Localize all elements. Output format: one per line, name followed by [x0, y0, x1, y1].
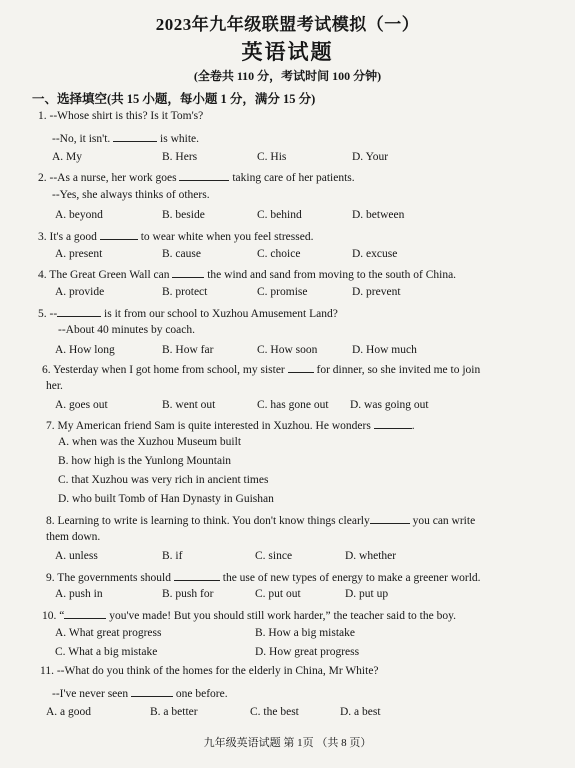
question-1-answer: --No, it isn't. is white.: [52, 130, 199, 145]
exam-note: (全卷共 110 分，考试时间 100 分钟): [193, 69, 382, 83]
option-a: A. goes out: [55, 399, 108, 411]
subject-title: 英语试题: [241, 40, 334, 64]
option-d: D. How great progress: [255, 646, 360, 658]
answer-blank: [131, 685, 173, 697]
option-a: A. What great progress: [55, 627, 162, 639]
option-d: D. was going out: [350, 399, 429, 411]
option-c: C. How soon: [257, 344, 318, 356]
option-d: D. put up: [345, 588, 389, 600]
option-a: A. provide: [55, 286, 105, 298]
option-c: C. has gone out: [257, 399, 329, 411]
answer-blank: [64, 607, 106, 619]
option-b: B. push for: [162, 588, 214, 600]
question-11-reply: --I've never seen one before.: [52, 685, 228, 700]
answer-blank: [172, 266, 204, 278]
answer-blank: [374, 417, 412, 429]
option-b: B. How a big mistake: [255, 627, 355, 639]
question-9: 9. The governments should the use of new types of energy to make a greener world.: [46, 569, 481, 584]
option-b: B. protect: [162, 286, 208, 298]
question-2: 2. --As a nurse, her work goes taking care of her patients.: [38, 169, 355, 184]
option-d: D. a best: [340, 706, 381, 718]
option-c: C. choice: [257, 248, 301, 260]
exam-title: 2023年九年级联盟考试模拟（一）: [155, 15, 420, 34]
option-a: A. unless: [55, 550, 98, 562]
option-c: C. promise: [257, 286, 308, 298]
question-5: 5. -- is it from our school to Xuzhou Amusement Land?: [38, 305, 338, 320]
answer-blank: [288, 361, 314, 373]
question-5-reply: --About 40 minutes by coach.: [58, 324, 196, 336]
question-3: 3. It's a good to wear white when you feel stressed.: [38, 228, 313, 243]
page-footer: 九年级英语试题 第 1页 （共 8 页）: [203, 737, 372, 749]
option-c: C. put out: [255, 588, 301, 600]
option-a: A. My: [52, 151, 83, 163]
option-c: C. What a big mistake: [55, 646, 158, 658]
question-11: 11. --What do you think of the homes for the elderly in China, Mr White?: [40, 665, 379, 677]
section-title: 一、选择填空(共 15 小题，每小题 1 分，满分 15 分): [32, 92, 316, 106]
option-a: A. a good: [46, 706, 92, 718]
question-8-cont: them down.: [46, 531, 101, 543]
option-d: D. who built Tomb of Han Dynasty in Guishan: [58, 493, 274, 505]
option-c: C. that Xuzhou was very rich in ancient times: [58, 474, 269, 486]
question-1: 1. --Whose shirt is this? Is it Tom's?: [38, 110, 204, 122]
option-d: D. How much: [352, 344, 417, 356]
option-c: C. behind: [257, 209, 302, 221]
question-2-reply: --Yes, she always thinks of others.: [52, 189, 210, 201]
answer-blank: [179, 169, 229, 181]
option-b: B. a better: [150, 706, 198, 718]
option-a: A. present: [55, 248, 103, 260]
option-d: D. whether: [345, 550, 397, 562]
option-d: D. Your: [352, 151, 389, 163]
answer-blank: [100, 228, 138, 240]
option-b: B. cause: [162, 248, 201, 260]
answer-blank: [113, 130, 157, 142]
option-b: B. if: [162, 550, 183, 562]
question-8: 8. Learning to write is learning to think. You don't know things clearly you can write: [46, 512, 475, 527]
option-a: A. push in: [55, 588, 103, 600]
option-b: B. beside: [162, 209, 205, 221]
question-6-cont: her.: [46, 380, 63, 392]
option-c: C. since: [255, 550, 293, 562]
option-d: D. between: [352, 209, 405, 221]
question-6: 6. Yesterday when I got home from school, my sister for dinner, so she invited me to join: [42, 361, 480, 376]
question-4: 4. The Great Green Wall can the wind and sand from moving to the south of China.: [38, 266, 456, 281]
option-b: B. how high is the Yunlong Mountain: [58, 455, 232, 467]
option-b: B. Hers: [162, 151, 198, 163]
answer-blank: [174, 569, 220, 581]
option-c: C. His: [257, 151, 287, 163]
question-7: 7. My American friend Sam is quite interested in Xuzhou. He wonders .: [46, 417, 415, 432]
option-b: B. How far: [162, 344, 214, 356]
option-c: C. the best: [250, 706, 299, 718]
option-d: D. prevent: [352, 286, 401, 298]
option-b: B. went out: [162, 399, 216, 411]
option-a: A. when was the Xuzhou Museum built: [58, 436, 242, 448]
question-10: 10. “ you've made! But you should still work harder,” the teacher said to the boy.: [42, 607, 456, 622]
answer-blank: [370, 512, 410, 524]
option-a: A. How long: [55, 344, 115, 356]
option-d: D. excuse: [352, 248, 398, 260]
answer-blank: [57, 305, 101, 317]
option-a: A. beyond: [55, 209, 103, 221]
